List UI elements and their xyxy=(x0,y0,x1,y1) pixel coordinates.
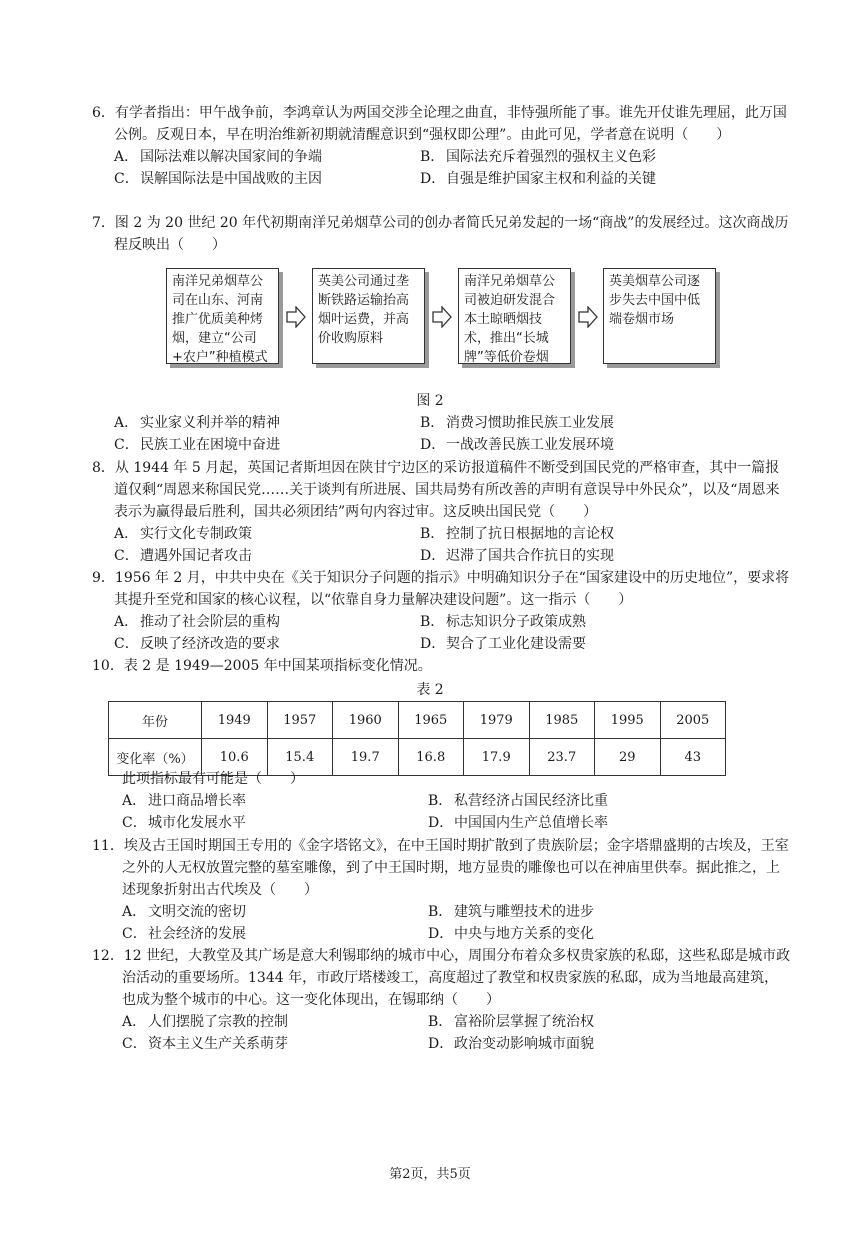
option-a[interactable]: A． 人们摆脱了宗教的控制 xyxy=(122,1014,288,1030)
option-c[interactable]: C．误解国际法是中国战败的主因 xyxy=(114,171,322,187)
flow-chart xyxy=(166,268,722,372)
question-12-options xyxy=(92,1011,792,1055)
right-arrow-icon xyxy=(286,306,306,328)
option-c[interactable]: C．反映了经济改造的要求 xyxy=(114,636,280,652)
flow-step-1: 南洋兄弟烟草公司在山东、河南推广优质美种烤烟，建立“公司+农户”种植模式 xyxy=(166,268,279,364)
option-c[interactable]: C．社会经济的发展 xyxy=(122,926,246,942)
option-c[interactable]: C．城市化发展水平 xyxy=(122,815,246,831)
option-c[interactable]: C．民族工业在困境中奋进 xyxy=(114,437,280,453)
option-b[interactable]: B． 消费习惯助推民族工业发展 xyxy=(420,415,614,431)
question-12-stem: 12．12 世纪，大教堂及其广场是意大利锡耶纳的城市中心，周围分布着众多权贵家族的私邸，这些私邸是城市政治活动的重要场所。1344 年，市政厅塔楼竣工，高度超过了教堂和权贵家族的私邸，成为当地最高建筑，也成为整个城市的中心。这一变化体现出，在锡耶纳（ ） xyxy=(92,948,791,1008)
flow-step-4: 英美烟草公司逐步失去中国中低端卷烟市场 xyxy=(603,268,716,364)
page-number: 第2页，共5页 xyxy=(389,1167,471,1182)
question-10 xyxy=(92,655,792,677)
option-b[interactable]: B． 建筑与雕塑技术的进步 xyxy=(428,904,594,920)
option-a[interactable]: A． 推动了社会阶层的重构 xyxy=(114,614,280,630)
question-7-options-wrap xyxy=(92,412,792,456)
table-cell: 15.4 xyxy=(267,739,333,776)
table-cell: 16.8 xyxy=(398,739,464,776)
question-12 xyxy=(92,945,792,1055)
table-cell: 1965 xyxy=(398,702,464,739)
table-cell: 19.7 xyxy=(333,739,399,776)
question-8-options xyxy=(92,523,792,567)
right-arrow-icon xyxy=(578,306,598,328)
table-row xyxy=(109,702,726,739)
option-b[interactable]: B． 标志知识分子政策成熟 xyxy=(420,614,586,630)
question-6-stem: 6．有学者指出：甲午战争前，李鸿章认为两国交涉全论理之曲直，非恃强所能了事。谁先开仗谁先理屈，此万国公例。反观日本，早在明治维新初期就清醒意识到“强权即公理”。由此可见，学者意在说明（ ） xyxy=(92,105,787,143)
option-c[interactable]: C．遭遇外国记者攻击 xyxy=(114,548,252,564)
table-cell: 17.9 xyxy=(464,739,530,776)
table-cell: 29 xyxy=(595,739,661,776)
option-d[interactable]: D．契合了工业化建设需要 xyxy=(420,636,586,652)
option-a[interactable]: A． 进口商品增长率 xyxy=(122,793,246,809)
question-10-prompt: 此项指标最有可能是（ ） xyxy=(122,771,304,787)
table-cell: 1949 xyxy=(202,702,268,739)
question-6 xyxy=(92,102,792,190)
table-cell: 43 xyxy=(660,739,726,776)
question-7 xyxy=(92,212,792,256)
option-d[interactable]: D．中央与地方关系的变化 xyxy=(428,926,594,942)
option-c[interactable]: C．资本主义生产关系萌芽 xyxy=(122,1036,288,1052)
table-cell: 1979 xyxy=(464,702,530,739)
option-d[interactable]: D．中国国内生产总值增长率 xyxy=(428,815,608,831)
question-11 xyxy=(92,835,792,945)
figure-caption: 图 2 xyxy=(416,393,444,409)
table-cell: 23.7 xyxy=(529,739,595,776)
table-header-label: 年份 xyxy=(109,702,202,739)
question-6-options xyxy=(92,146,792,190)
data-table xyxy=(108,701,726,776)
question-11-stem: 11．埃及古王国时期国王专用的《金字塔铭文》，在中王国时期扩散到了贵族阶层；金字塔鼎盛期的古埃及，王室之外的人无权放置完整的墓室雕像，到了中王国时期，地方显贵的雕像也可以在神庙里供奉。据此推之，上述现象折射出古代埃及（ ） xyxy=(92,838,789,898)
option-a[interactable]: A． 文明交流的密切 xyxy=(122,904,246,920)
question-10-options xyxy=(92,790,792,834)
question-9 xyxy=(92,567,792,655)
table-cell: 1960 xyxy=(333,702,399,739)
table-cell: 1985 xyxy=(529,702,595,739)
option-b[interactable]: B． 国际法充斥着强烈的强权主义色彩 xyxy=(420,149,656,165)
question-8-stem: 8．从 1944 年 5 月起，英国记者斯坦因在陕甘宁边区的采访报道稿件不断受到国民党的严格审查，其中一篇报道仅剩“周恩来称国民党……关于谈判有所进展、国共局势有所改善的声明有意误导中外民众”，以及“周恩来表示为赢得最后胜利，国共必须团结”两句内容过审。这反映出国民党（ ） xyxy=(92,460,780,520)
question-7-stem: 7．图 2 为 20 世纪 20 年代初期南洋兄弟烟草公司的创办者简氏兄弟发起的一场“商战”的发展经过。这次商战历程反映出（ ） xyxy=(92,215,789,253)
question-11-options xyxy=(92,901,792,945)
question-10-tail xyxy=(92,768,792,834)
question-10-stem: 10．表 2 是 1949—2005 年中国某项指标变化情况。 xyxy=(92,658,432,674)
table-cell: 10.6 xyxy=(202,739,268,776)
option-b[interactable]: B． 控制了抗日根据地的言论权 xyxy=(420,526,614,542)
flow-step-3: 南洋兄弟烟草公司被迫研发混合本土晾晒烟技术，推出“长城牌”等低价卷烟 xyxy=(458,268,571,364)
question-9-options xyxy=(92,611,792,655)
question-8 xyxy=(92,457,792,567)
option-a[interactable]: A． 实行文化专制政策 xyxy=(114,526,252,542)
question-9-stem: 9．1956 年 2 月，中共中央在《关于知识分子问题的指示》中明确知识分子在“国家建设中的历史地位”，要求将其提升至党和国家的核心议程，以“依靠自身力量解决建设问题”。这一指示（ ） xyxy=(92,570,790,608)
option-d[interactable]: D．自强是维护国家主权和利益的关键 xyxy=(420,171,656,187)
table-row-label: 变化率（%） xyxy=(109,739,202,776)
table-caption: 表 2 xyxy=(416,682,444,698)
question-7-options xyxy=(92,412,792,456)
option-a[interactable]: A． 国际法难以解决国家间的争端 xyxy=(114,149,322,165)
option-b[interactable]: B． 私营经济占国民经济比重 xyxy=(428,793,608,809)
option-b[interactable]: B． 富裕阶层掌握了统治权 xyxy=(428,1014,594,1030)
right-arrow-icon xyxy=(432,306,452,328)
option-d[interactable]: D．迟滞了国共合作抗日的实现 xyxy=(420,548,614,564)
table-cell: 1957 xyxy=(267,702,333,739)
table-cell: 2005 xyxy=(660,702,726,739)
table-cell: 1995 xyxy=(595,702,661,739)
option-d[interactable]: D．一战改善民族工业发展环境 xyxy=(420,437,614,453)
flow-step-2: 英美公司通过垄断铁路运输抬高烟叶运费，并高价收购原料 xyxy=(312,268,425,364)
option-d[interactable]: D．政治变动影响城市面貌 xyxy=(428,1036,594,1052)
option-a[interactable]: A． 实业家义利并举的精神 xyxy=(114,415,280,431)
